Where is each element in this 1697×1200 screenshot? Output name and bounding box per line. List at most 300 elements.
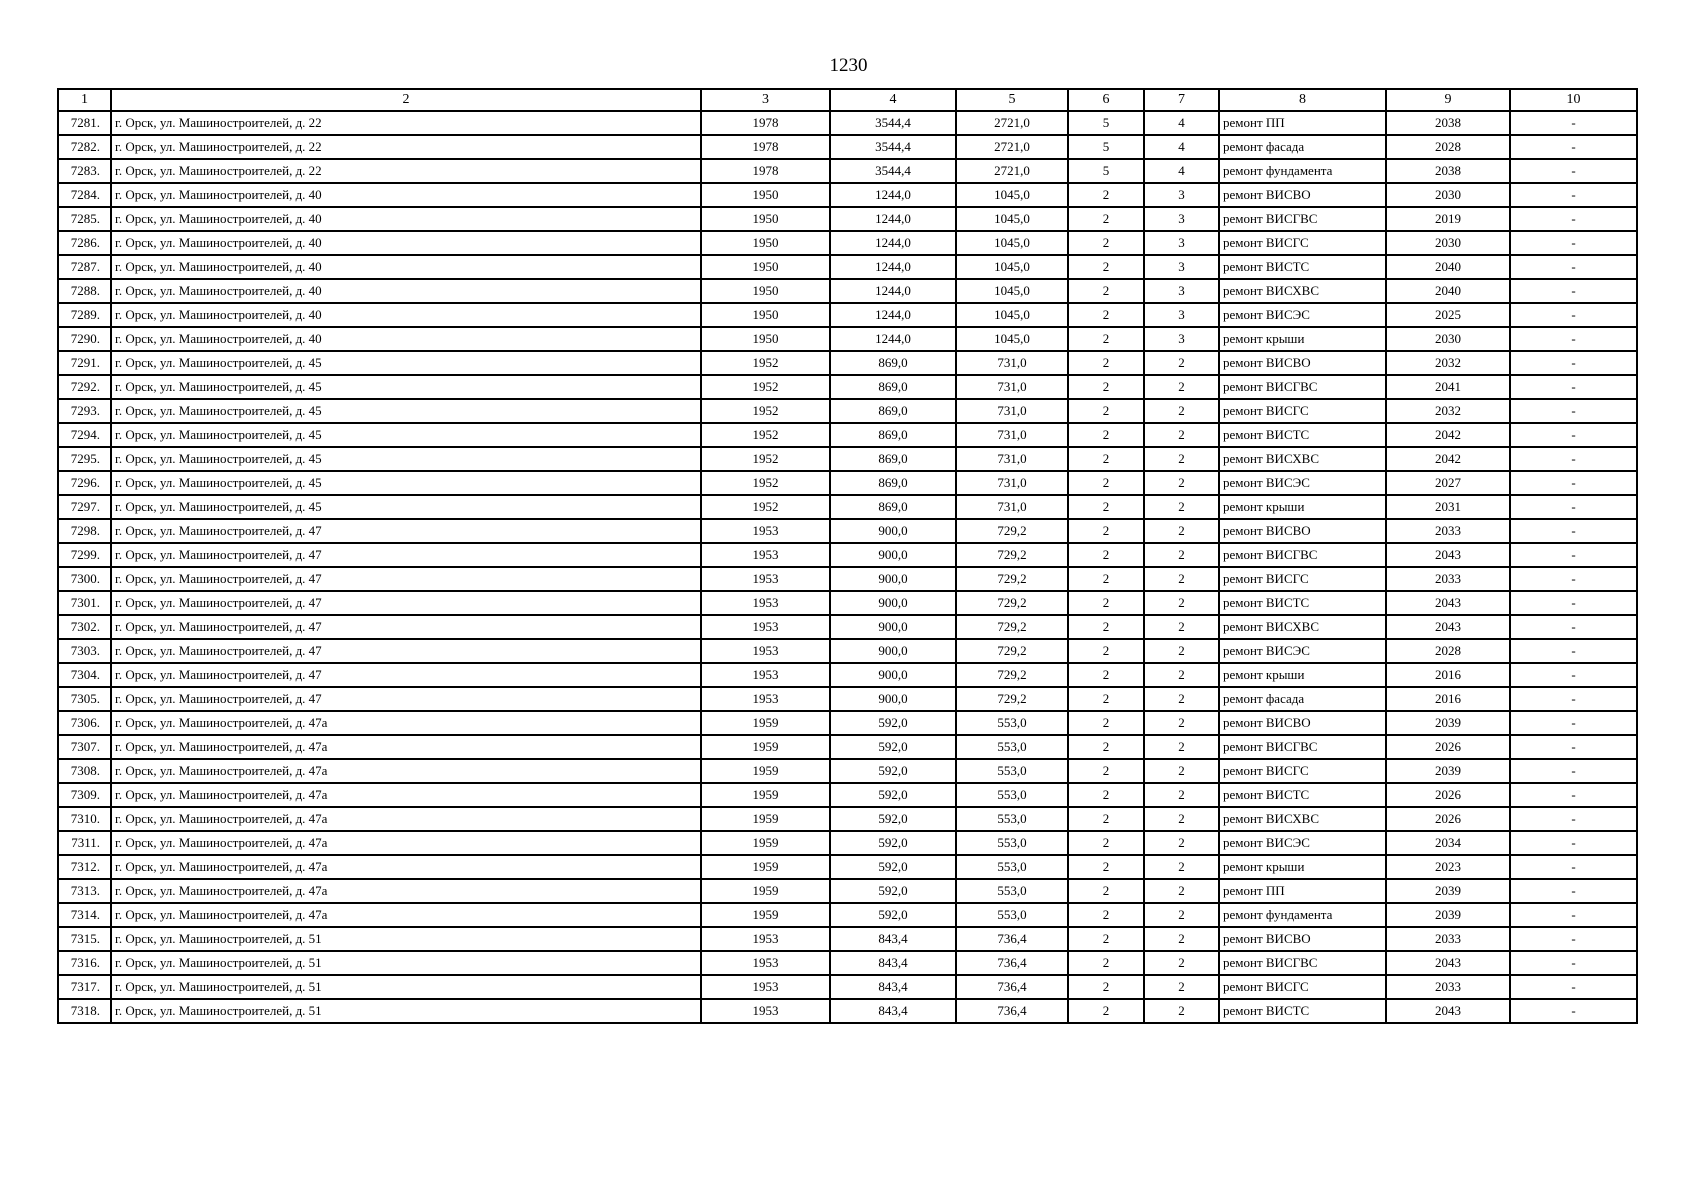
- total-area-cell: 1244,0: [830, 279, 956, 303]
- floors-cell: 2: [1068, 855, 1144, 879]
- row-number-cell: 7301.: [58, 591, 111, 615]
- floors-cell: 2: [1068, 351, 1144, 375]
- note-cell: -: [1510, 831, 1637, 855]
- total-area-cell: 900,0: [830, 543, 956, 567]
- work-type-cell: ремонт ВИСГВС: [1219, 375, 1386, 399]
- total-area-cell: 592,0: [830, 735, 956, 759]
- note-cell: -: [1510, 255, 1637, 279]
- entrances-cell: 2: [1144, 687, 1219, 711]
- work-type-cell: ремонт ВИСХВС: [1219, 447, 1386, 471]
- living-area-cell: 1045,0: [956, 303, 1068, 327]
- page-number: 1230: [829, 55, 868, 76]
- planned-year-cell: 2038: [1386, 159, 1510, 183]
- planned-year-cell: 2025: [1386, 303, 1510, 327]
- row-number-cell: 7298.: [58, 519, 111, 543]
- work-type-cell: ремонт ПП: [1219, 111, 1386, 135]
- address-cell: г. Орск, ул. Машиностроителей, д. 47а: [111, 783, 701, 807]
- row-number-cell: 7315.: [58, 927, 111, 951]
- floors-cell: 2: [1068, 495, 1144, 519]
- work-type-cell: ремонт ВИСВО: [1219, 183, 1386, 207]
- entrances-cell: 3: [1144, 279, 1219, 303]
- year-cell: 1952: [701, 351, 830, 375]
- address-cell: г. Орск, ул. Машиностроителей, д. 47: [111, 591, 701, 615]
- floors-cell: 2: [1068, 759, 1144, 783]
- table-row: [58, 375, 1637, 399]
- planned-year-cell: 2043: [1386, 951, 1510, 975]
- address-cell: г. Орск, ул. Машиностроителей, д. 45: [111, 495, 701, 519]
- floors-cell: 2: [1068, 567, 1144, 591]
- entrances-cell: 4: [1144, 159, 1219, 183]
- column-header: 8: [1219, 89, 1386, 111]
- living-area-cell: 1045,0: [956, 183, 1068, 207]
- address-cell: г. Орск, ул. Машиностроителей, д. 22: [111, 135, 701, 159]
- address-cell: г. Орск, ул. Машиностроителей, д. 45: [111, 471, 701, 495]
- planned-year-cell: 2043: [1386, 543, 1510, 567]
- address-cell: г. Орск, ул. Машиностроителей, д. 47а: [111, 879, 701, 903]
- table-row: [58, 111, 1637, 135]
- planned-year-cell: 2023: [1386, 855, 1510, 879]
- row-number-cell: 7293.: [58, 399, 111, 423]
- year-cell: 1950: [701, 183, 830, 207]
- address-cell: г. Орск, ул. Машиностроителей, д. 40: [111, 231, 701, 255]
- row-number-cell: 7299.: [58, 543, 111, 567]
- work-type-cell: ремонт ВИСТС: [1219, 255, 1386, 279]
- floors-cell: 2: [1068, 783, 1144, 807]
- work-type-cell: ремонт ВИСЭС: [1219, 303, 1386, 327]
- living-area-cell: 731,0: [956, 471, 1068, 495]
- living-area-cell: 1045,0: [956, 255, 1068, 279]
- entrances-cell: 2: [1144, 495, 1219, 519]
- year-cell: 1953: [701, 999, 830, 1023]
- address-cell: г. Орск, ул. Машиностроителей, д. 22: [111, 111, 701, 135]
- work-type-cell: ремонт ВИСГС: [1219, 759, 1386, 783]
- floors-cell: 2: [1068, 423, 1144, 447]
- living-area-cell: 736,4: [956, 951, 1068, 975]
- year-cell: 1950: [701, 255, 830, 279]
- entrances-cell: 2: [1144, 807, 1219, 831]
- planned-year-cell: 2033: [1386, 567, 1510, 591]
- total-area-cell: 900,0: [830, 591, 956, 615]
- planned-year-cell: 2027: [1386, 471, 1510, 495]
- living-area-cell: 553,0: [956, 735, 1068, 759]
- note-cell: -: [1510, 567, 1637, 591]
- table-row: [58, 807, 1637, 831]
- planned-year-cell: 2016: [1386, 663, 1510, 687]
- table-row: [58, 783, 1637, 807]
- total-area-cell: 869,0: [830, 399, 956, 423]
- planned-year-cell: 2033: [1386, 927, 1510, 951]
- year-cell: 1953: [701, 639, 830, 663]
- address-cell: г. Орск, ул. Машиностроителей, д. 51: [111, 975, 701, 999]
- work-type-cell: ремонт ВИСГВС: [1219, 207, 1386, 231]
- entrances-cell: 2: [1144, 879, 1219, 903]
- planned-year-cell: 2042: [1386, 423, 1510, 447]
- table-row: [58, 951, 1637, 975]
- living-area-cell: 553,0: [956, 831, 1068, 855]
- planned-year-cell: 2033: [1386, 975, 1510, 999]
- table-row: [58, 711, 1637, 735]
- total-area-cell: 592,0: [830, 711, 956, 735]
- table-row: [58, 639, 1637, 663]
- table-row: [58, 327, 1637, 351]
- total-area-cell: 843,4: [830, 975, 956, 999]
- table-row: [58, 519, 1637, 543]
- total-area-cell: 1244,0: [830, 303, 956, 327]
- year-cell: 1953: [701, 975, 830, 999]
- floors-cell: 2: [1068, 399, 1144, 423]
- year-cell: 1952: [701, 495, 830, 519]
- address-cell: г. Орск, ул. Машиностроителей, д. 40: [111, 183, 701, 207]
- entrances-cell: 2: [1144, 639, 1219, 663]
- work-type-cell: ремонт ВИСТС: [1219, 783, 1386, 807]
- column-header: 9: [1386, 89, 1510, 111]
- entrances-cell: 2: [1144, 711, 1219, 735]
- planned-year-cell: 2026: [1386, 783, 1510, 807]
- work-type-cell: ремонт фундамента: [1219, 159, 1386, 183]
- floors-cell: 2: [1068, 999, 1144, 1023]
- entrances-cell: 2: [1144, 591, 1219, 615]
- work-type-cell: ремонт ВИСГВС: [1219, 543, 1386, 567]
- entrances-cell: 3: [1144, 303, 1219, 327]
- work-type-cell: ремонт крыши: [1219, 663, 1386, 687]
- year-cell: 1952: [701, 399, 830, 423]
- address-cell: г. Орск, ул. Машиностроителей, д. 47: [111, 567, 701, 591]
- address-cell: г. Орск, ул. Машиностроителей, д. 47а: [111, 711, 701, 735]
- row-number-cell: 7289.: [58, 303, 111, 327]
- living-area-cell: 2721,0: [956, 111, 1068, 135]
- living-area-cell: 553,0: [956, 783, 1068, 807]
- entrances-cell: 2: [1144, 471, 1219, 495]
- work-type-cell: ремонт ВИСХВС: [1219, 807, 1386, 831]
- entrances-cell: 2: [1144, 903, 1219, 927]
- living-area-cell: 729,2: [956, 639, 1068, 663]
- note-cell: -: [1510, 447, 1637, 471]
- floors-cell: 5: [1068, 159, 1144, 183]
- table-row: [58, 207, 1637, 231]
- year-cell: 1978: [701, 111, 830, 135]
- note-cell: -: [1510, 303, 1637, 327]
- work-type-cell: ремонт фасада: [1219, 135, 1386, 159]
- row-number-cell: 7314.: [58, 903, 111, 927]
- planned-year-cell: 2019: [1386, 207, 1510, 231]
- row-number-cell: 7294.: [58, 423, 111, 447]
- year-cell: 1952: [701, 471, 830, 495]
- row-number-cell: 7305.: [58, 687, 111, 711]
- floors-cell: 2: [1068, 255, 1144, 279]
- planned-year-cell: 2038: [1386, 111, 1510, 135]
- note-cell: -: [1510, 687, 1637, 711]
- work-type-cell: ремонт фасада: [1219, 687, 1386, 711]
- row-number-cell: 7285.: [58, 207, 111, 231]
- year-cell: 1950: [701, 279, 830, 303]
- floors-cell: 2: [1068, 279, 1144, 303]
- work-type-cell: ремонт ВИСХВС: [1219, 615, 1386, 639]
- total-area-cell: 869,0: [830, 423, 956, 447]
- year-cell: 1953: [701, 663, 830, 687]
- table-row: [58, 399, 1637, 423]
- entrances-cell: 2: [1144, 735, 1219, 759]
- year-cell: 1953: [701, 591, 830, 615]
- note-cell: -: [1510, 279, 1637, 303]
- note-cell: -: [1510, 159, 1637, 183]
- work-type-cell: ремонт ВИСГС: [1219, 231, 1386, 255]
- note-cell: -: [1510, 519, 1637, 543]
- row-number-cell: 7308.: [58, 759, 111, 783]
- table-row: [58, 591, 1637, 615]
- address-cell: г. Орск, ул. Машиностроителей, д. 40: [111, 279, 701, 303]
- entrances-cell: 2: [1144, 831, 1219, 855]
- address-cell: г. Орск, ул. Машиностроителей, д. 47а: [111, 807, 701, 831]
- table-row: [58, 759, 1637, 783]
- total-area-cell: 592,0: [830, 831, 956, 855]
- row-number-cell: 7291.: [58, 351, 111, 375]
- floors-cell: 2: [1068, 231, 1144, 255]
- planned-year-cell: 2040: [1386, 255, 1510, 279]
- note-cell: -: [1510, 135, 1637, 159]
- living-area-cell: 729,2: [956, 687, 1068, 711]
- year-cell: 1953: [701, 951, 830, 975]
- address-cell: г. Орск, ул. Машиностроителей, д. 47: [111, 687, 701, 711]
- living-area-cell: 1045,0: [956, 231, 1068, 255]
- year-cell: 1959: [701, 711, 830, 735]
- work-type-cell: ремонт ВИСВО: [1219, 351, 1386, 375]
- living-area-cell: 1045,0: [956, 279, 1068, 303]
- row-number-cell: 7302.: [58, 615, 111, 639]
- total-area-cell: 869,0: [830, 495, 956, 519]
- planned-year-cell: 2042: [1386, 447, 1510, 471]
- planned-year-cell: 2039: [1386, 879, 1510, 903]
- living-area-cell: 731,0: [956, 495, 1068, 519]
- living-area-cell: 729,2: [956, 543, 1068, 567]
- note-cell: -: [1510, 759, 1637, 783]
- note-cell: -: [1510, 639, 1637, 663]
- row-number-cell: 7310.: [58, 807, 111, 831]
- table-row: [58, 999, 1637, 1023]
- living-area-cell: 731,0: [956, 375, 1068, 399]
- entrances-cell: 2: [1144, 423, 1219, 447]
- work-type-cell: ремонт ВИСВО: [1219, 519, 1386, 543]
- planned-year-cell: 2039: [1386, 759, 1510, 783]
- address-cell: г. Орск, ул. Машиностроителей, д. 47а: [111, 831, 701, 855]
- total-area-cell: 843,4: [830, 999, 956, 1023]
- total-area-cell: 900,0: [830, 519, 956, 543]
- note-cell: -: [1510, 855, 1637, 879]
- table-row: [58, 495, 1637, 519]
- floors-cell: 2: [1068, 207, 1144, 231]
- living-area-cell: 731,0: [956, 399, 1068, 423]
- floors-cell: 2: [1068, 471, 1144, 495]
- table-row: [58, 423, 1637, 447]
- planned-year-cell: 2026: [1386, 735, 1510, 759]
- row-number-cell: 7303.: [58, 639, 111, 663]
- entrances-cell: 2: [1144, 759, 1219, 783]
- address-cell: г. Орск, ул. Машиностроителей, д. 47а: [111, 855, 701, 879]
- total-area-cell: 900,0: [830, 663, 956, 687]
- floors-cell: 2: [1068, 543, 1144, 567]
- total-area-cell: 592,0: [830, 879, 956, 903]
- floors-cell: 2: [1068, 807, 1144, 831]
- total-area-cell: 592,0: [830, 903, 956, 927]
- total-area-cell: 3544,4: [830, 111, 956, 135]
- note-cell: -: [1510, 783, 1637, 807]
- floors-cell: 2: [1068, 735, 1144, 759]
- total-area-cell: 592,0: [830, 783, 956, 807]
- total-area-cell: 900,0: [830, 615, 956, 639]
- table-row: [58, 351, 1637, 375]
- row-number-cell: 7300.: [58, 567, 111, 591]
- row-number-cell: 7283.: [58, 159, 111, 183]
- year-cell: 1950: [701, 303, 830, 327]
- work-type-cell: ремонт ВИСТС: [1219, 423, 1386, 447]
- total-area-cell: 869,0: [830, 471, 956, 495]
- total-area-cell: 900,0: [830, 687, 956, 711]
- address-cell: г. Орск, ул. Машиностроителей, д. 45: [111, 351, 701, 375]
- floors-cell: 2: [1068, 831, 1144, 855]
- total-area-cell: 3544,4: [830, 135, 956, 159]
- floors-cell: 2: [1068, 519, 1144, 543]
- row-number-cell: 7318.: [58, 999, 111, 1023]
- entrances-cell: 2: [1144, 543, 1219, 567]
- work-type-cell: ремонт ВИСЭС: [1219, 639, 1386, 663]
- column-header: 5: [956, 89, 1068, 111]
- living-area-cell: 729,2: [956, 591, 1068, 615]
- planned-year-cell: 2031: [1386, 495, 1510, 519]
- note-cell: -: [1510, 663, 1637, 687]
- note-cell: -: [1510, 495, 1637, 519]
- floors-cell: 2: [1068, 975, 1144, 999]
- entrances-cell: 3: [1144, 183, 1219, 207]
- total-area-cell: 1244,0: [830, 183, 956, 207]
- work-type-cell: ремонт фундамента: [1219, 903, 1386, 927]
- note-cell: -: [1510, 351, 1637, 375]
- living-area-cell: 729,2: [956, 663, 1068, 687]
- living-area-cell: 731,0: [956, 423, 1068, 447]
- living-area-cell: 553,0: [956, 711, 1068, 735]
- row-number-cell: 7313.: [58, 879, 111, 903]
- address-cell: г. Орск, ул. Машиностроителей, д. 51: [111, 927, 701, 951]
- floors-cell: 5: [1068, 111, 1144, 135]
- note-cell: -: [1510, 543, 1637, 567]
- total-area-cell: 592,0: [830, 759, 956, 783]
- address-cell: г. Орск, ул. Машиностроителей, д. 47: [111, 543, 701, 567]
- planned-year-cell: 2034: [1386, 831, 1510, 855]
- living-area-cell: 553,0: [956, 759, 1068, 783]
- planned-year-cell: 2043: [1386, 999, 1510, 1023]
- entrances-cell: 3: [1144, 327, 1219, 351]
- living-area-cell: 731,0: [956, 351, 1068, 375]
- note-cell: -: [1510, 903, 1637, 927]
- entrances-cell: 4: [1144, 111, 1219, 135]
- address-cell: г. Орск, ул. Машиностроителей, д. 45: [111, 399, 701, 423]
- planned-year-cell: 2028: [1386, 639, 1510, 663]
- note-cell: -: [1510, 711, 1637, 735]
- year-cell: 1959: [701, 759, 830, 783]
- planned-year-cell: 2043: [1386, 615, 1510, 639]
- living-area-cell: 736,4: [956, 975, 1068, 999]
- work-type-cell: ремонт ВИСГС: [1219, 567, 1386, 591]
- entrances-cell: 2: [1144, 783, 1219, 807]
- year-cell: 1953: [701, 543, 830, 567]
- row-number-cell: 7297.: [58, 495, 111, 519]
- work-type-cell: ремонт ВИСВО: [1219, 711, 1386, 735]
- total-area-cell: 1244,0: [830, 327, 956, 351]
- planned-year-cell: 2041: [1386, 375, 1510, 399]
- living-area-cell: 1045,0: [956, 327, 1068, 351]
- floors-cell: 2: [1068, 183, 1144, 207]
- floors-cell: 2: [1068, 639, 1144, 663]
- address-cell: г. Орск, ул. Машиностроителей, д. 47а: [111, 735, 701, 759]
- floors-cell: 2: [1068, 687, 1144, 711]
- total-area-cell: 592,0: [830, 855, 956, 879]
- row-number-cell: 7286.: [58, 231, 111, 255]
- note-cell: -: [1510, 951, 1637, 975]
- row-number-cell: 7312.: [58, 855, 111, 879]
- entrances-cell: 2: [1144, 663, 1219, 687]
- work-type-cell: ремонт ПП: [1219, 879, 1386, 903]
- floors-cell: 2: [1068, 591, 1144, 615]
- total-area-cell: 900,0: [830, 639, 956, 663]
- column-header: 4: [830, 89, 956, 111]
- living-area-cell: 731,0: [956, 447, 1068, 471]
- entrances-cell: 2: [1144, 399, 1219, 423]
- entrances-cell: 2: [1144, 975, 1219, 999]
- floors-cell: 2: [1068, 447, 1144, 471]
- planned-year-cell: 2043: [1386, 591, 1510, 615]
- planned-year-cell: 2030: [1386, 327, 1510, 351]
- entrances-cell: 2: [1144, 351, 1219, 375]
- entrances-cell: 2: [1144, 855, 1219, 879]
- note-cell: -: [1510, 183, 1637, 207]
- note-cell: -: [1510, 807, 1637, 831]
- total-area-cell: 1244,0: [830, 207, 956, 231]
- address-cell: г. Орск, ул. Машиностроителей, д. 47: [111, 663, 701, 687]
- year-cell: 1950: [701, 327, 830, 351]
- table-row: [58, 615, 1637, 639]
- table-row: [58, 927, 1637, 951]
- note-cell: -: [1510, 111, 1637, 135]
- table-row: [58, 855, 1637, 879]
- entrances-cell: 2: [1144, 447, 1219, 471]
- work-type-cell: ремонт ВИСХВС: [1219, 279, 1386, 303]
- total-area-cell: 843,4: [830, 927, 956, 951]
- work-type-cell: ремонт крыши: [1219, 495, 1386, 519]
- address-cell: г. Орск, ул. Машиностроителей, д. 40: [111, 255, 701, 279]
- table-row: [58, 663, 1637, 687]
- work-type-cell: ремонт ВИСВО: [1219, 927, 1386, 951]
- column-header: 1: [58, 89, 111, 111]
- year-cell: 1952: [701, 447, 830, 471]
- planned-year-cell: 2016: [1386, 687, 1510, 711]
- work-type-cell: ремонт ВИСГС: [1219, 399, 1386, 423]
- year-cell: 1952: [701, 375, 830, 399]
- floors-cell: 2: [1068, 615, 1144, 639]
- floors-cell: 2: [1068, 375, 1144, 399]
- note-cell: -: [1510, 879, 1637, 903]
- floors-cell: 2: [1068, 927, 1144, 951]
- row-number-cell: 7292.: [58, 375, 111, 399]
- note-cell: -: [1510, 231, 1637, 255]
- address-cell: г. Орск, ул. Машиностроителей, д. 45: [111, 375, 701, 399]
- living-area-cell: 553,0: [956, 855, 1068, 879]
- floors-cell: 2: [1068, 711, 1144, 735]
- table-row: [58, 975, 1637, 999]
- entrances-cell: 2: [1144, 951, 1219, 975]
- living-area-cell: 736,4: [956, 927, 1068, 951]
- work-type-cell: ремонт ВИСГВС: [1219, 735, 1386, 759]
- work-type-cell: ремонт ВИСЭС: [1219, 471, 1386, 495]
- row-number-cell: 7296.: [58, 471, 111, 495]
- table-body: [58, 111, 1637, 1023]
